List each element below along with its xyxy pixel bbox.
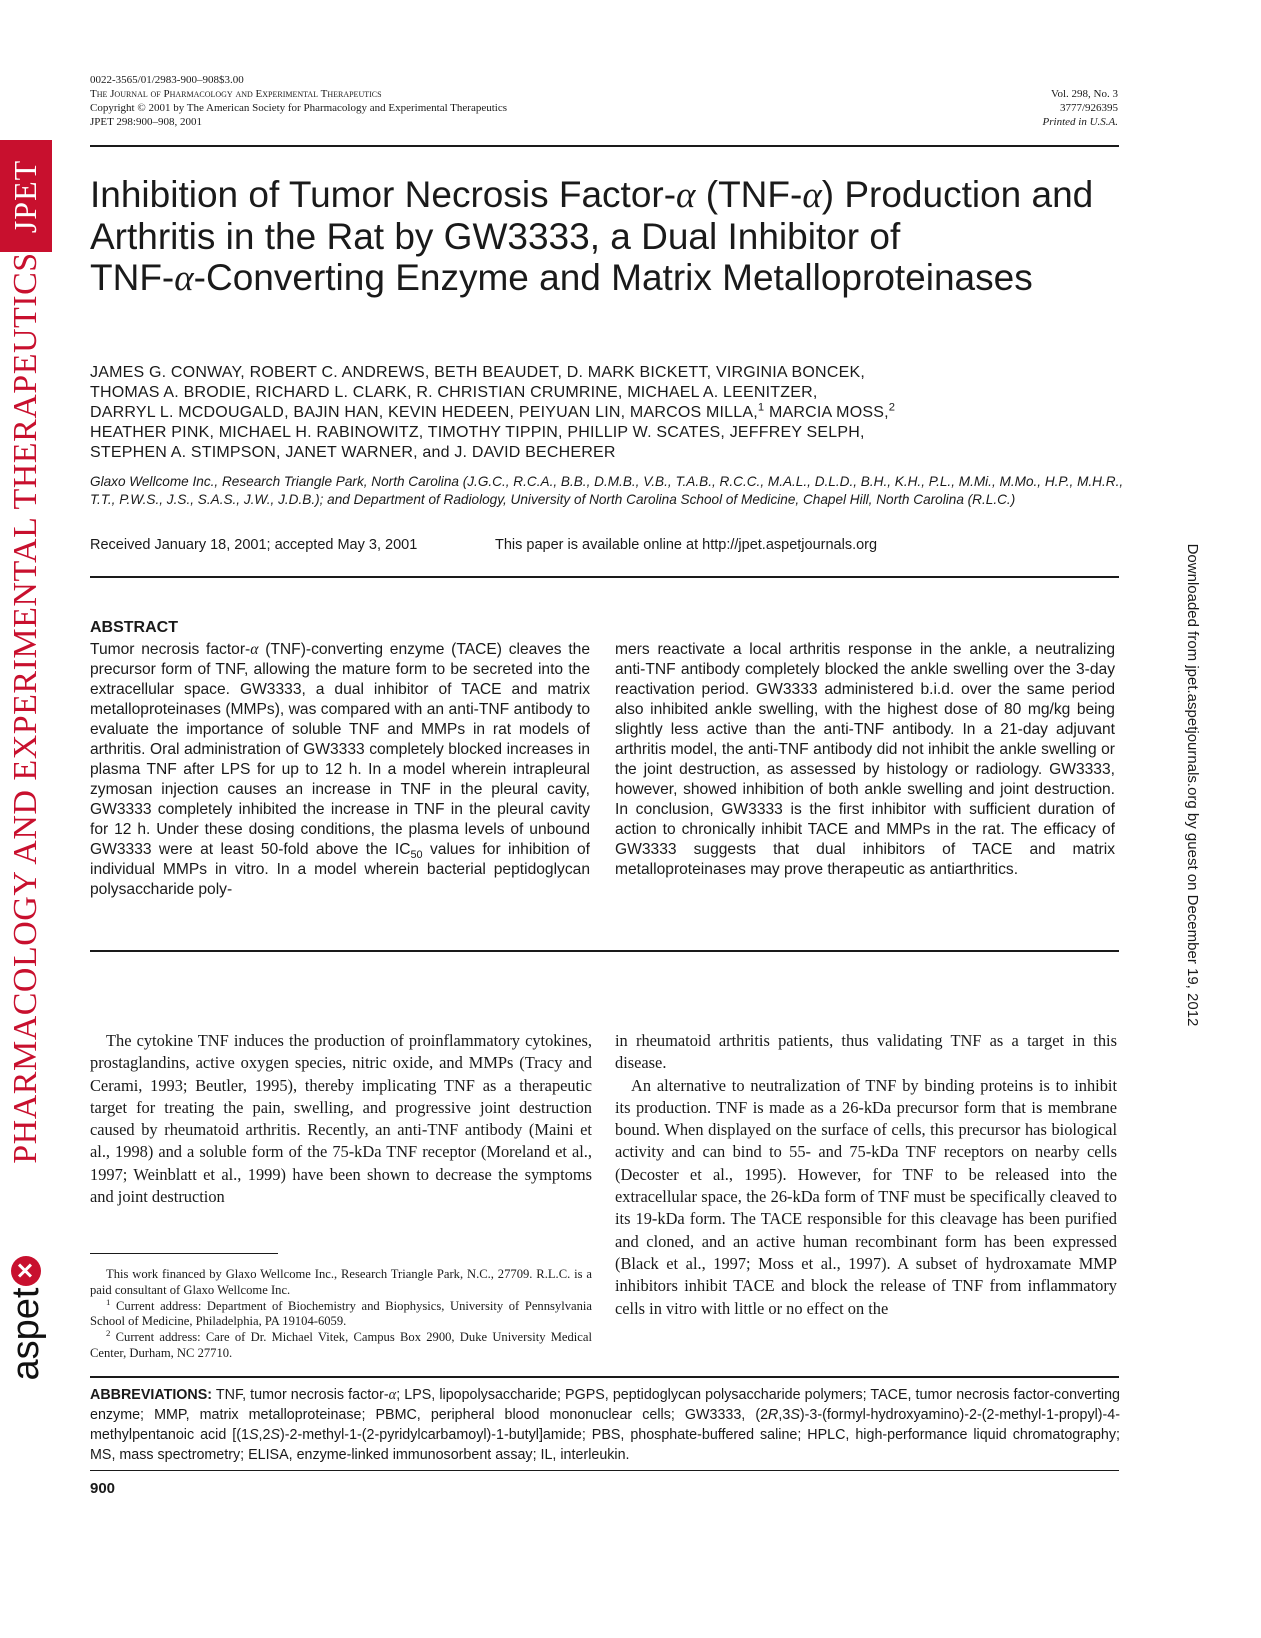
author-text: DARRYL L. MCDOUGALD, BAJIN HAN, KEVIN HEDEEN, PEIYUAN LIN, MARCOS MILLA, [90, 404, 758, 421]
abbrev-text: ,3 [778, 1407, 791, 1423]
journal-header-left [90, 73, 507, 129]
title-alpha: α [174, 258, 194, 299]
title-part: Inhibition of Tumor Necrosis Factor- [90, 174, 677, 215]
printed-line: Printed in U.S.A. [1042, 116, 1118, 128]
jpet-logo-text: JPET [7, 159, 44, 233]
bottom-rule [90, 1470, 1119, 1471]
abbreviations-rule [90, 1376, 1119, 1378]
affiliation: Glaxo Wellcome Inc., Research Triangle Park, North Carolina (J.G.C., R.C.A., B.B., D.M.B., V.B., T.A.B., R.C.C., M.A.L., D.L.D., B.H., K.H., P.L., M.Mi., M.Mo., H.P., M.H.R., T.T., P.W.S., J.S., S.A.S., J.W., J.D.B.); and Department of Radiology, University of North Carolina School of Medicine, Chapel Hill, North Carolina (R.L.C.) [90, 474, 1124, 507]
body-right-column [615, 1030, 1117, 1320]
footnote: This work financed by Glaxo Wellcome Inc., Research Triangle Park, N.C., 27709. R.L.C. is a paid consultant of Glaxo Wellcome Inc. [90, 1267, 592, 1297]
abstract-alpha: α [250, 641, 259, 658]
abbrev-alpha: α [388, 1387, 397, 1403]
abstract-text: values for inhibition of individual MMPs in vitro. In a model wherein bacterial peptidoglycan polysaccharide poly- [90, 841, 590, 898]
abbreviations [90, 1385, 1120, 1465]
footnotes [90, 1267, 592, 1362]
abbrev-italic: S [248, 1427, 259, 1443]
footnote-mark: 2 [888, 401, 896, 414]
footnote-rule [90, 1253, 278, 1254]
issn-line: 0022-3565/01/2983-900–908$3.00 [90, 74, 244, 86]
abstract-left-column [90, 640, 590, 900]
author-line [90, 403, 1120, 423]
footnote-mark: 1 [757, 401, 765, 414]
footnote-text: Current address: Department of Biochemistry and Biophysics, University of Pennsylvania School of Medicine, Philadelphia, PA 19104-6059. [90, 1298, 592, 1329]
author-list [90, 363, 1120, 463]
abstract-text: mers reactivate a local arthritis response in the ankle, a neutralizing anti-TNF antibody completely blocked the ankle swelling over the 3-day reactivation period. GW3333 administered b.i.d. over the same period also inhibited ankle swelling, with the highest dose of 80 mg/kg being slightly less active than the anti-TNF antibody. In a 21-day adjuvant arthritis model, the anti-TNF antibody did not inhibit the ankle swelling or the joint destruction, as assessed by histology or radiology. GW3333, however, showed inhibition of both ankle swelling and joint destruction. In conclusion, GW3333 is the first inhibitor with sufficient duration of action to chronically inhibit TACE and MMPs in the rat. The efficacy of GW3333 suggests that dual inhibitors of TACE and matrix metalloproteinases may prove therapeutic as antiarthritics. [615, 641, 1115, 878]
author-line: THOMAS A. BRODIE, RICHARD L. CLARK, R. CHRISTIAN CRUMRINE, MICHAEL A. LEENITZER, [90, 384, 818, 401]
title-alpha: α [676, 175, 696, 216]
page-number: 900 [90, 1480, 116, 1497]
title-rule [90, 576, 1119, 578]
abbrev-text: ,2 [258, 1427, 271, 1443]
title-part: (TNF- [695, 174, 803, 215]
body-paragraph: The cytokine TNF induces the production of proinflammatory cytokines, prostaglandins, active oxygen species, nitric oxide, and MMPs (Tracy and Cerami, 1993; Beutler, 1995), thereby implicating TNF as a therapeutic target for treating the pain, swelling, and progressive joint destruction caused by rheumatoid arthritis. Recently, an anti-TNF antibody (Maini et al., 1998) and a soluble form of the 75-kDa TNF receptor (Moreland et al., 1997; Weinblatt et al., 1999) have been shown to decrease the symptoms and joint destruction [90, 1031, 592, 1207]
abbrev-text: ; LPS, lipopolysaccharide; PGPS, peptidoglycan polysaccharide polymers; TACE, tumor necrosis factor-converting enzyme; MMP, matrix metalloproteinase; PBMC, peripheral blood mononuclear cells; GW3333, (2 [90, 1387, 1121, 1423]
abstract-text: (TNF)-converting enzyme (TACE) cleaves the precursor form of TNF, allowing the mature form to be secreted into the extracellular space. GW3333, a dual inhibitor of TACE and matrix metalloproteinases (MMPs), was compared with an anti-TNF antibody to evaluate the importance of soluble TNF and MMPs in rat models of arthritis. Oral administration of GW3333 completely blocked increases in plasma TNF after LPS for up to 12 h. In a model wherein intrapleural zymosan injection causes an increase in TNF in the pleural cavity, GW3333 completely inhibited the increase in TNF in the pleural cavity for 12 h. Under these dosing conditions, the plasma levels of unbound GW3333 were at least 50-fold above the IC [90, 641, 591, 858]
journal-vertical-title: PHARMACOLOGY AND EXPERIMENTAL THERAPEUTICS [7, 252, 44, 1164]
abbreviations-label: ABBREVIATIONS: [90, 1387, 213, 1403]
abstract-heading: ABSTRACT [90, 619, 178, 636]
received-date: Received January 18, 2001; accepted May 3, 2001 [90, 537, 418, 553]
author-text: MARCIA MOSS, [764, 404, 889, 421]
title-alpha: α [802, 175, 822, 216]
article-title [90, 174, 1130, 299]
aspet-logo-text: aspet [4, 1287, 47, 1381]
abbrev-italic: S [270, 1427, 280, 1443]
abbrev-text: )-2-methyl-1-(2-pyridylcarbamoyl)-1-butyl]amide; PBS, phosphate-buffered saline; HPLC, high-performance liquid chromatography; MS, mass spectrometry; ELISA, enzyme-linked immunosorbent assay; IL, interleukin. [90, 1427, 1120, 1463]
volume-line: Vol. 298, No. 3 [1050, 88, 1118, 100]
body-paragraph: in rheumatoid arthritis patients, thus validating TNF as a target in this disease. [615, 1031, 1117, 1073]
abstract-rule [90, 950, 1119, 952]
aspet-logo [3, 1243, 49, 1393]
title-part: TNF- [90, 257, 175, 298]
article-number: 3777/926395 [1059, 102, 1118, 114]
footnote [90, 1330, 592, 1362]
author-line: JAMES G. CONWAY, ROBERT C. ANDREWS, BETH BEAUDET, D. MARK BICKETT, VIRGINIA BONCEK, [90, 364, 865, 381]
footnote-mark: 2 [106, 1328, 111, 1338]
abstract-text: Tumor necrosis factor- [90, 641, 251, 658]
journal-header-right [1043, 87, 1118, 129]
journal-name: The Journal of Pharmacology and Experimental Therapeutics [90, 88, 382, 100]
footnote-text: Current address: Care of Dr. Michael Vitek, Campus Box 2900, Duke University Medical Center, Durham, NC 27710. [90, 1330, 592, 1360]
body-left-column [90, 1030, 592, 1208]
footnote-mark: 1 [106, 1296, 111, 1307]
title-part: -Converting Enzyme and Matrix Metalloproteinases [193, 257, 1033, 298]
abstract-right-column [615, 640, 1115, 880]
abbrev-italic: R [768, 1407, 779, 1423]
header-rule [90, 145, 1119, 147]
title-part: ) Production and [821, 174, 1094, 215]
citation-line: JPET 298:900–908, 2001 [90, 116, 202, 128]
download-watermark: Downloaded from jpet.aspetjournals.org by guest on December 19, 2012 [1184, 543, 1201, 1027]
title-line-2: Arthritis in the Rat by GW3333, a Dual Inhibitor of [90, 216, 901, 257]
author-line: STEPHEN A. STIMPSON, JANET WARNER, and J. DAVID BECHERER [90, 444, 616, 461]
online-availability: This paper is available online at http://jpet.aspetjournals.org [495, 537, 878, 553]
aspet-ball-icon: ✕ [11, 1256, 41, 1286]
author-line: HEATHER PINK, MICHAEL H. RABINOWITZ, TIMOTHY TIPPIN, PHILLIP W. SCATES, JEFFREY SELPH, [90, 424, 865, 441]
copyright-line: Copyright © 2001 by The American Society for Pharmacology and Experimental Therapeutics [90, 102, 507, 114]
subscript: 50 [410, 849, 423, 862]
footnote [90, 1296, 592, 1331]
abbrev-italic: S [790, 1407, 800, 1423]
body-paragraph: An alternative to neutralization of TNF by binding proteins is to inhibit its production. TNF is made as a 26-kDa precursor form that is membrane bound. When displayed on the surface of cells, this precursor has biological activity and can bind to 55- and 75-kDa TNF receptors on nearby cells (Decoster et al., 1995). However, for TNF to be released into the extracellular space, the 26-kDa form of TNF must be specifically cleaved to its 19-kDa form. The TACE responsible for this cleavage has been purified and cloned, and an active human recombinant form has been expressed (Black et al., 1997; Moss et al., 1997). A subset of hydroxamate MMP inhibitors inhibit TACE and block the release of TNF from inflammatory cells in vitro with little or no effect on the [615, 1075, 1117, 1318]
abbrev-text: TNF, tumor necrosis factor- [212, 1387, 389, 1403]
abbrev-text: )-3-(formyl-hydroxyamino)-2-(2-methyl-1-propyl)-4-methylpentanoic acid [(1 [90, 1407, 1120, 1443]
